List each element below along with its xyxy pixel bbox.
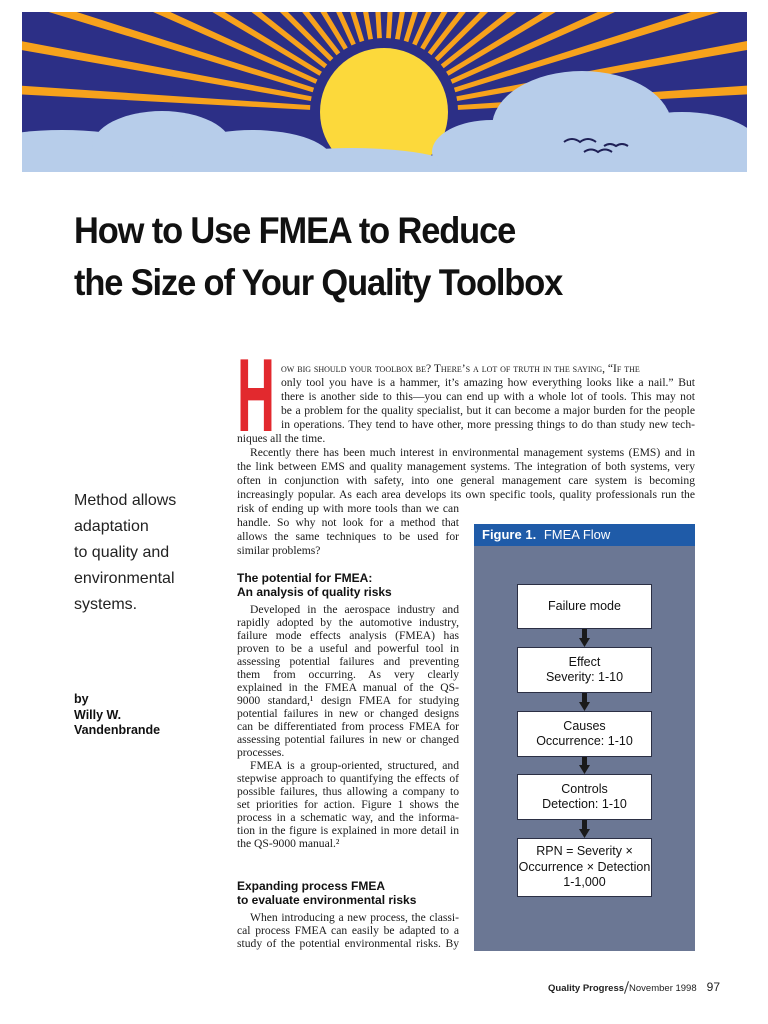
- heading-line: The potential for FMEA:: [237, 571, 373, 585]
- flow-box-rpn: [517, 838, 652, 897]
- intro-line: in operations. They tend to have other, more pressing things to do than study new tech-: [281, 418, 695, 431]
- body-line: Developed in the aerospace industry and: [250, 603, 459, 616]
- flow-arrow-icon: [579, 757, 590, 774]
- body-line: increasingly popular. As each area develops its own specific tools, quality professionals run the: [237, 488, 695, 501]
- flow-box-text: Severity: 1-10: [545, 670, 624, 684]
- figure-label: Figure 1.: [482, 527, 537, 542]
- figure-header: [474, 524, 695, 546]
- body-line: proven to be a useful and powerful tool in: [237, 642, 459, 655]
- body-line: potential failures in new or changed designs: [237, 707, 459, 720]
- body-line: process in a schematic way, and the informa-: [237, 811, 459, 824]
- flow-box-causes: [517, 711, 652, 757]
- issue-date: November 1998: [629, 983, 697, 994]
- body-line: When introducing a new process, the classi-: [250, 911, 459, 924]
- intro-line: only tool you have is a hammer, it’s amazing how everything looks like a nail.” But: [281, 376, 695, 389]
- flow-arrow-icon: [579, 693, 590, 711]
- header-illustration: [22, 12, 747, 172]
- flow-arrow-icon: [579, 629, 590, 647]
- heading-line: An analysis of quality risks: [237, 585, 392, 599]
- body-line: 9000 standard,¹ design FMEA for studying: [237, 694, 459, 707]
- flow-box-text: Causes: [563, 718, 606, 733]
- section-heading: [237, 879, 416, 907]
- flow-box-text: Detection: 1-10: [542, 797, 627, 811]
- author-byline: [74, 692, 160, 739]
- flow-box-text: Controls: [561, 781, 608, 796]
- magazine-name: Quality Progress: [548, 983, 625, 994]
- body-line: Recently there has been much interest in environmental management systems (EMS) and in: [250, 446, 695, 459]
- deck-line: to quality and: [74, 544, 170, 561]
- body-line: processes.: [237, 746, 285, 759]
- body-line: possible failures, thus allowing a company to: [237, 785, 459, 798]
- body-line: allows the same techniques to be used for: [237, 530, 459, 543]
- body-line: rapidly adopted by the automotive industry,: [237, 616, 459, 629]
- author-name: Willy W.: [74, 707, 122, 722]
- body-line: can be differentiated from process FMEA for: [237, 720, 459, 733]
- body-line: the QS-9000 manual.²: [237, 837, 340, 850]
- article-title-line-2: the Size of Your Quality Toolbox: [74, 262, 563, 303]
- body-line: FMEA is a group-oriented, structured, and: [250, 759, 459, 772]
- intro-line: there is another side to this—you can end up with a whole lot of tools. This may not: [281, 390, 695, 403]
- flow-box-text: Failure mode: [548, 598, 621, 613]
- author-name: Vandenbrande: [74, 723, 161, 737]
- body-line: stepwise approach to quantifying the effects of: [237, 772, 459, 785]
- flow-box-failure-mode: [517, 584, 652, 629]
- byline-by: by: [74, 692, 89, 706]
- page-number: 97: [706, 980, 720, 994]
- body-line: similar problems?: [237, 544, 321, 557]
- flow-box-text: Occurrence × Detection: [518, 859, 651, 874]
- intro-line: be a problem for the quality specialist, but it can become a major burden for the people: [281, 404, 695, 417]
- drop-cap: [237, 353, 275, 433]
- intro-line: niques all the time.: [237, 432, 326, 445]
- body-line: the link between EMS and quality management systems. The integration of both systems, very: [237, 460, 695, 473]
- body-line: study of the potential environmental risks. By: [237, 937, 459, 950]
- flow-box-text: Effect: [568, 654, 601, 669]
- body-line: assessing potential failures in new or changed: [237, 733, 459, 746]
- deck-line: adaptation: [74, 518, 149, 535]
- body-line: often in conjunction with safety, into one general management care system is becoming: [237, 474, 695, 487]
- figure-title: FMEA Flow: [543, 527, 611, 542]
- sun-over-clouds-illustration: [22, 12, 747, 172]
- flow-box-text: 1-1,000: [563, 875, 606, 890]
- section-heading: [237, 571, 392, 599]
- heading-line: to evaluate environmental risks: [237, 893, 417, 907]
- flow-arrow-icon: [579, 820, 590, 838]
- flow-box-effect: [517, 647, 652, 693]
- article-title-line-1: How to Use FMEA to Reduce: [74, 210, 516, 251]
- body-line: explained in the FMEA manual of the QS-: [237, 681, 459, 694]
- flow-box-text: Occurrence: 1-10: [536, 734, 633, 748]
- body-line: risk of ending up with more tools than we can: [237, 502, 459, 515]
- body-line: handle. So why not look for a method that: [237, 516, 459, 529]
- heading-line: Expanding process FMEA: [237, 879, 386, 893]
- flow-box-controls: [517, 774, 652, 820]
- deck-line: environmental: [74, 570, 175, 587]
- deck-line: Method allows: [74, 492, 177, 509]
- intro-line: ow big should your toolbox be? There’s a lot of truth in the saying, “If the: [281, 362, 640, 375]
- drop-cap-letter: H: [237, 353, 275, 433]
- body-line: failure mode effects analysis (FMEA) has: [237, 629, 459, 642]
- flow-box-text: RPN = Severity ×: [536, 844, 633, 859]
- body-line: assessing potential failures and preventing: [237, 655, 459, 668]
- page-footer: [548, 980, 720, 994]
- body-line: set priorities for action. Figure 1 shows the: [237, 798, 459, 811]
- body-line: cal process FMEA can easily be adapted to a: [237, 924, 459, 937]
- body-line: them from occurring. As very clearly: [237, 668, 459, 681]
- body-line: tion in the figure is explained in more detail in: [237, 824, 459, 837]
- deck-line: systems.: [74, 596, 138, 613]
- figure-fmea-flow: [474, 524, 695, 951]
- article-deck: [74, 488, 224, 618]
